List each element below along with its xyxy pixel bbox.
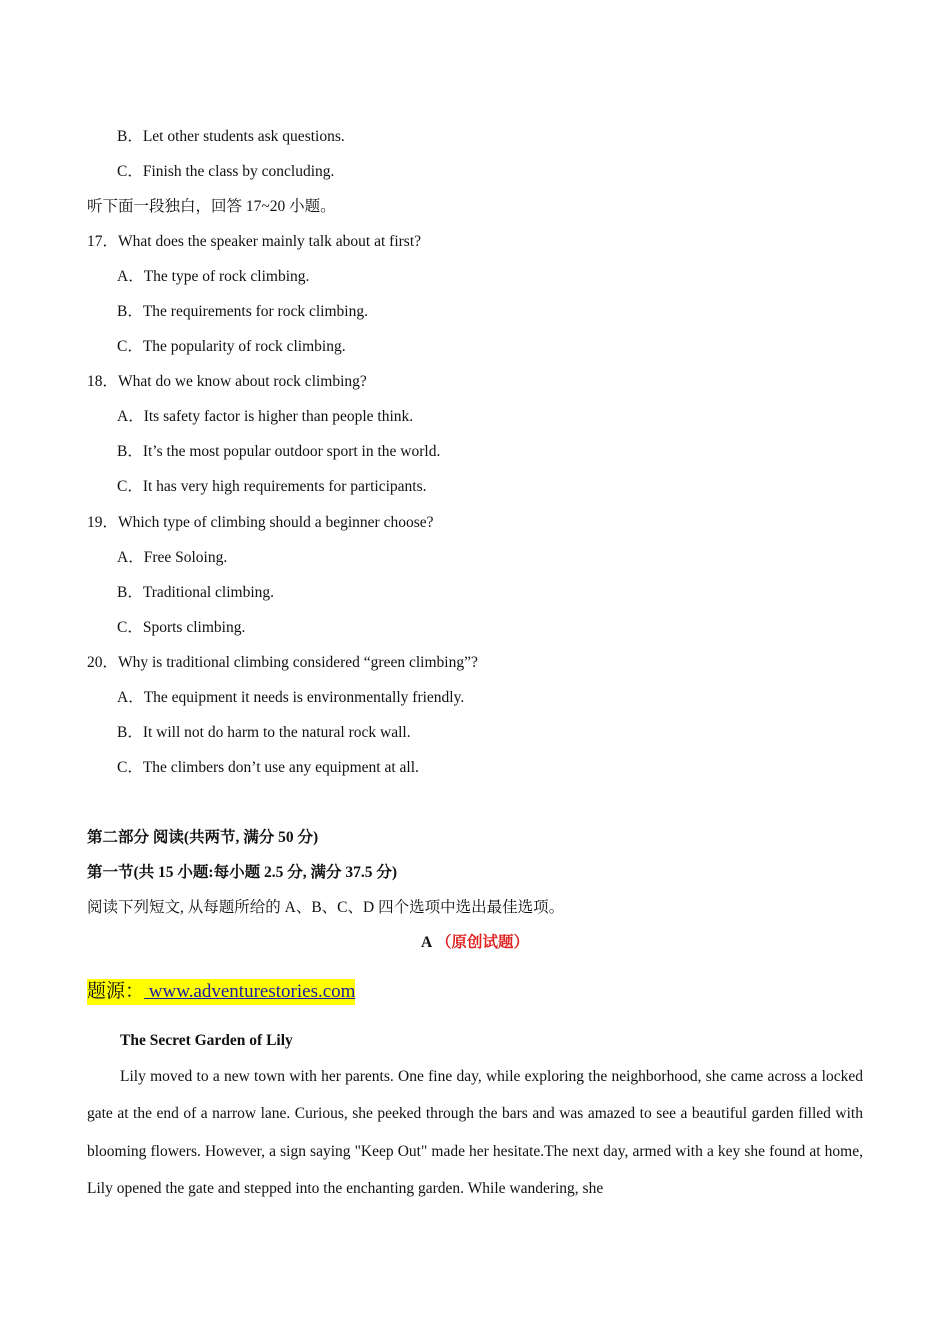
question-18-option-c: C．It has very high requirements for participants.	[117, 478, 427, 495]
question-19-option-c: C．Sports climbing.	[117, 619, 246, 636]
listening-instruction: 听下面一段独白，回答 17~20 小题。	[87, 198, 336, 215]
question-17-option-c: C．The popularity of rock climbing.	[117, 338, 346, 355]
option-16-c: C．Finish the class by concluding.	[117, 163, 335, 180]
question-19-option-b: B．Traditional climbing.	[117, 584, 275, 601]
source-label: 题源：	[87, 981, 145, 1002]
question-20-option-a: A．The equipment it needs is environmentally friendly.	[117, 689, 465, 706]
passage-note: （原创试题）	[436, 934, 530, 951]
article-paragraph: Lily moved to a new town with her parents. One fine day, while exploring the neighborhood, she came across a locked gate at the end of a narrow lane. Curious, she peeked through the bars and was amazed to see a beautiful garden filled with blooming flowers. However, a sign saying "Keep Out" made her hesitate.The next day, armed with a key she found at home, Lily opened the gate and stepped into the enchanting garden. While wandering, she	[87, 1068, 863, 1197]
question-18-option-b: B．It’s the most popular outdoor sport in the world.	[117, 443, 441, 460]
source-link[interactable]: www.adventurestories.com	[144, 981, 356, 1002]
question-17-stem: 17．What does the speaker mainly talk about at first?	[87, 233, 422, 250]
question-20-option-c: C．The climbers don’t use any equipment at all.	[117, 759, 419, 776]
question-19-stem: 19．Which type of climbing should a beginner choose?	[87, 514, 434, 531]
source-line	[87, 979, 355, 1005]
question-20-option-b: B．It will not do harm to the natural rock wall.	[117, 724, 411, 741]
option-16-b: B．Let other students ask questions.	[117, 128, 345, 145]
question-18-option-a: A．Its safety factor is higher than people think.	[117, 408, 414, 425]
passage-label	[0, 933, 950, 953]
question-20-stem: 20．Why is traditional climbing considered “green climbing”?	[87, 654, 478, 671]
question-17-option-a: A．The type of rock climbing.	[117, 268, 310, 285]
reading-instruction: 阅读下列短文, 从每题所给的 A、B、C、D 四个选项中选出最佳选项。	[87, 899, 565, 916]
section1-heading: 第一节(共 15 小题:每小题 2.5 分, 满分 37.5 分)	[87, 864, 397, 881]
question-19-option-a: A．Free Soloing.	[117, 549, 228, 566]
question-18-stem: 18．What do we know about rock climbing?	[87, 373, 367, 390]
article-title: The Secret Garden of Lily	[120, 1032, 293, 1049]
part2-heading: 第二部分 阅读(共两节, 满分 50 分)	[87, 829, 319, 846]
question-17-option-b: B．The requirements for rock climbing.	[117, 303, 368, 320]
passage-letter: A	[420, 934, 433, 951]
